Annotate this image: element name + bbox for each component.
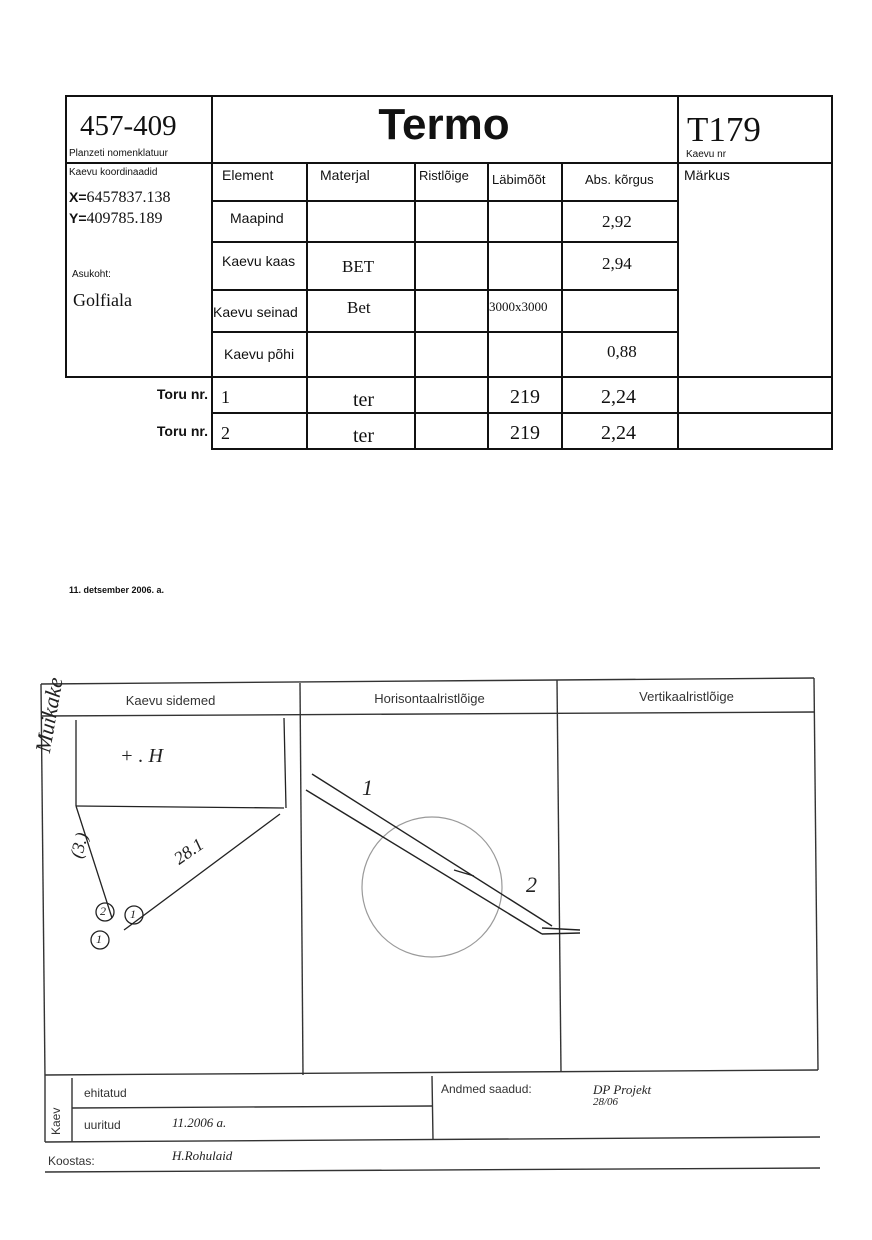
header-abs-height: Abs. kõrgus — [585, 172, 654, 187]
document-date: 11. detsember 2006. a. — [69, 585, 165, 595]
y-value: 409785.189 — [86, 210, 163, 227]
hand-pipe-2-label: 2 — [526, 872, 537, 897]
header-diameter: Läbimõõt — [492, 172, 546, 187]
pipe-height: 2,24 — [601, 386, 636, 408]
pipe-material: ter — [353, 425, 375, 447]
hand-h-mark: + . H — [120, 745, 163, 767]
row-height: 0,88 — [607, 342, 637, 361]
footer-surveyed-value: 11.2006 a. — [172, 1115, 227, 1130]
header-notes: Märkus — [684, 167, 730, 183]
location-label: Asukoht: — [72, 269, 111, 280]
hand-dim-right: 28.1 — [170, 833, 208, 869]
location-value: Golfiala — [73, 290, 132, 310]
pipe-line-1 — [312, 774, 552, 926]
footer-author-value: H.Rohulaid — [172, 1148, 233, 1163]
pipe-line-2 — [306, 790, 542, 934]
footer-surveyed-label: uuritud — [84, 1118, 121, 1132]
hand-dim-left: (3.) — [66, 830, 92, 861]
pipe-material: ter — [353, 389, 375, 411]
card-title: Termo — [378, 100, 510, 149]
footer-data-from-label: Andmed saadud: — [441, 1082, 532, 1096]
hand-circle-label: 1 — [130, 907, 136, 921]
footer-side-label: Kaev — [49, 1107, 63, 1135]
row-element: Kaevu seinad — [213, 304, 298, 320]
hand-circle-label: 1 — [96, 932, 102, 946]
row-material: Bet — [347, 298, 371, 317]
hand-circle-label: 2 — [100, 904, 106, 918]
well-number: T179 — [687, 110, 761, 149]
pipe-number: 2 — [221, 423, 230, 443]
row-element: Kaevu kaas — [222, 253, 296, 269]
coords-label: Kaevu koordinaadid — [69, 167, 158, 178]
row-element: Maapind — [230, 210, 284, 226]
row-height: 2,92 — [602, 212, 632, 231]
x-value: 6457837.138 — [86, 189, 171, 206]
row-height: 2,94 — [602, 254, 632, 273]
header-cross-section: Ristlõige — [419, 168, 469, 183]
hand-vertical-word: Muikake — [30, 675, 68, 755]
y-label: Y= — [69, 210, 87, 226]
header-element: Element — [222, 167, 274, 183]
footer-built-label: ehitatud — [84, 1086, 127, 1100]
hand-pipe-1-label: 1 — [362, 775, 373, 800]
x-label: X= — [69, 189, 87, 205]
footer-data-from-value: DP Projekt — [593, 1082, 652, 1097]
sketch-col-title-vertical: Vertikaalristlõige — [639, 689, 734, 704]
pipe-height: 2,24 — [601, 422, 636, 444]
sketch-col-title-horizontal: Horisontaalristlõige — [374, 691, 485, 706]
pipe-diameter: 219 — [510, 422, 540, 444]
pipe-number: 1 — [221, 387, 230, 407]
sheet-number-label: Planzeti nomenklatuur — [69, 148, 168, 159]
footer-author-label: Koostas: — [48, 1154, 95, 1168]
sketch-col-title-connections: Kaevu sidemed — [125, 693, 216, 708]
pipe-end-2 — [542, 933, 580, 934]
row-diameter: 3000x3000 — [489, 299, 548, 314]
row-element: Kaevu põhi — [224, 346, 295, 362]
pipe-end-1 — [542, 928, 580, 930]
well-outline-circle — [362, 817, 502, 957]
row-material: BET — [342, 257, 375, 276]
pipe-diameter: 219 — [510, 386, 540, 408]
sheet-number: 457-409 — [80, 110, 177, 142]
header-material: Materjal — [320, 167, 370, 183]
footer-data-from-value-2: 28/06 — [593, 1096, 619, 1108]
pipe-label: Toru nr. — [156, 423, 208, 439]
pipe-label: Toru nr. — [156, 386, 208, 402]
well-number-label: Kaevu nr — [686, 149, 727, 160]
